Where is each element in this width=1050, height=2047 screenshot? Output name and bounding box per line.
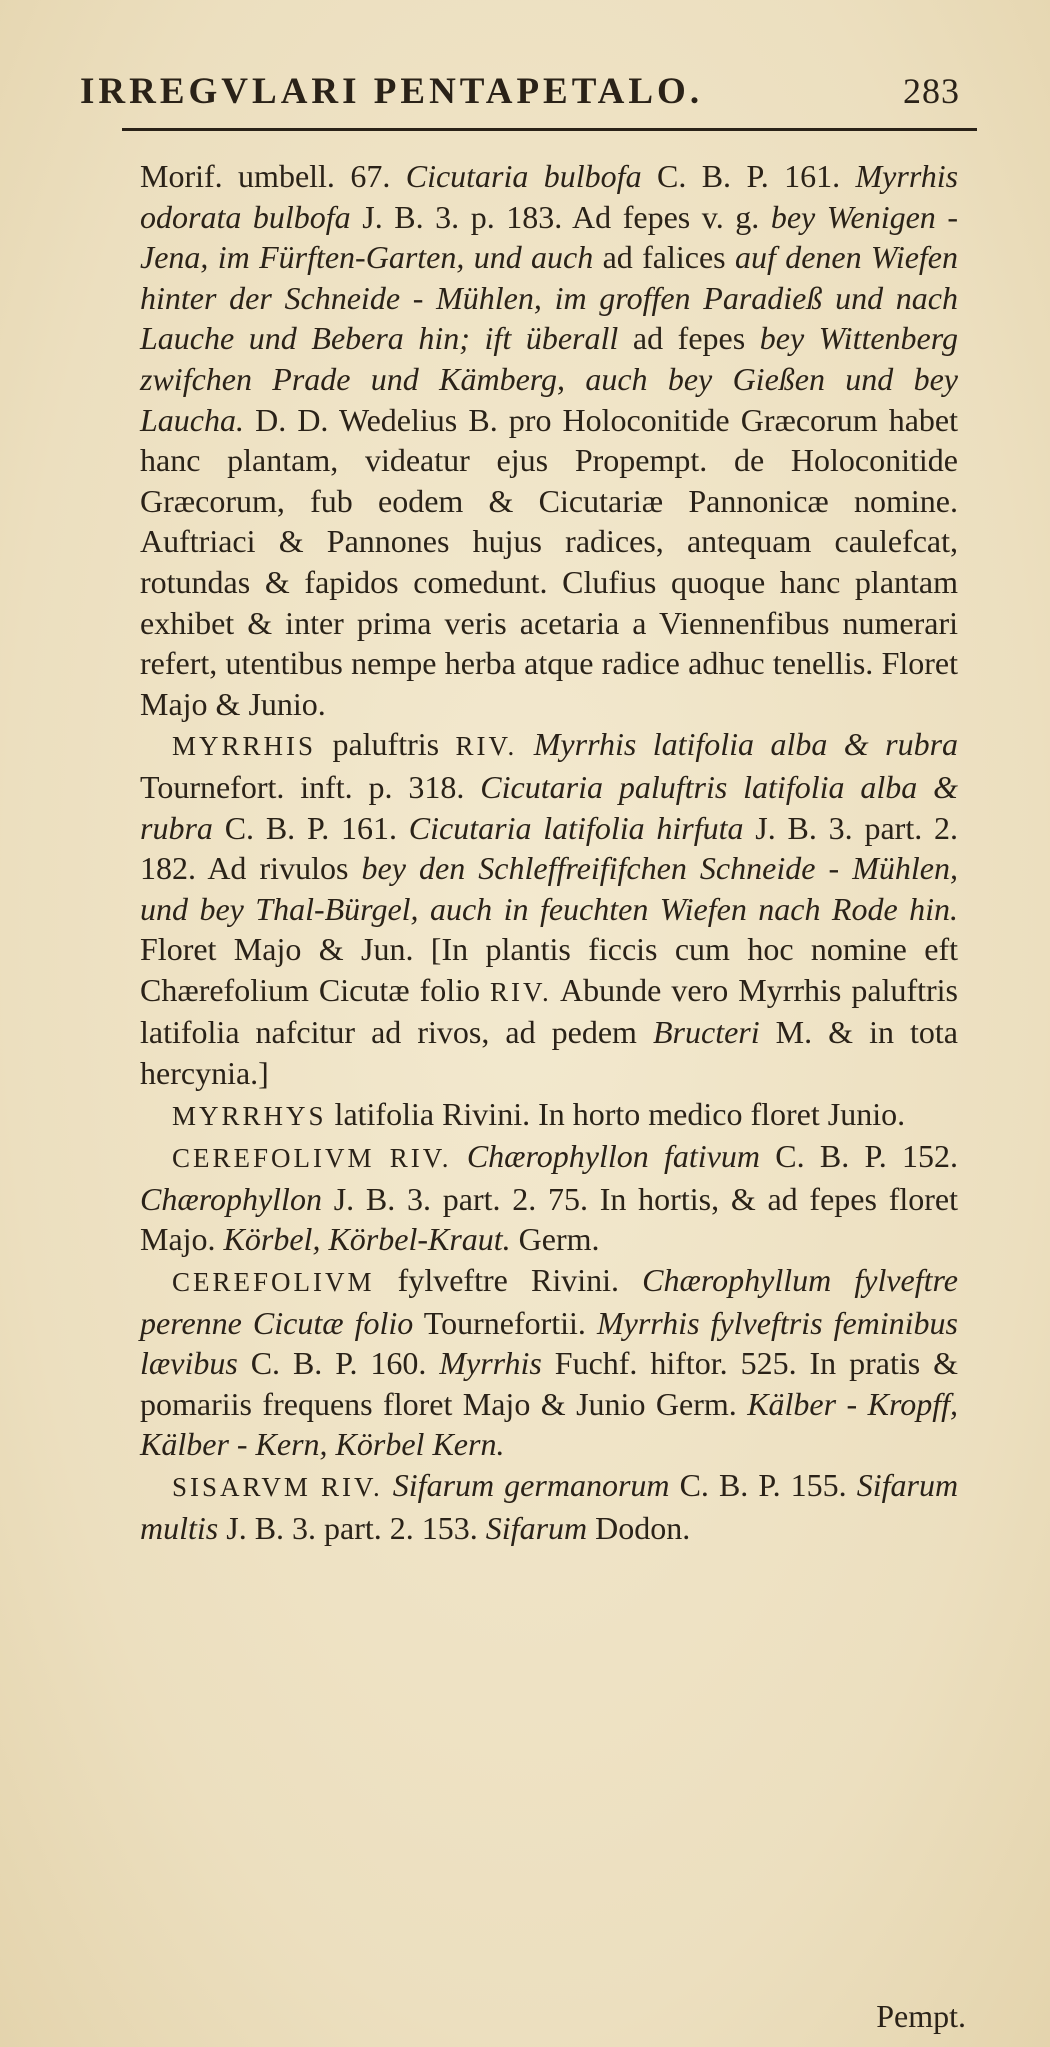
small-caps-term: CEREFOLIVM (172, 1267, 375, 1298)
text-segment (452, 1138, 467, 1174)
text-segment: Germ. (510, 1221, 600, 1258)
text-segment: J. B. 3. part. 2. 75. In hortis, & ad fepes floret Majo. (140, 1180, 958, 1258)
italic-text: Kälber - Kropff, Kälber - Kern, Körbel Kern. (140, 1385, 959, 1463)
italic-text: Myrrhis fylveftris feminibus lævibus (140, 1304, 959, 1382)
paragraph-p3 (140, 1094, 958, 1137)
text-segment: Fuchf. hiftor. 525. In pratis & pomariis frequens floret Majo & Junio Germ. (140, 1345, 959, 1422)
text-segment: Floret Majo & Jun. [In plantis ficcis cum hoc nomine eft Chærefolium Cicutæ folio (140, 931, 958, 1008)
text-segment: latifolia Rivini. In horto medico floret Junio. (326, 1095, 906, 1132)
text-segment: J. B. 3. part. 2. 153. (218, 1509, 486, 1546)
text-segment: J. B. 3. part. 2. 182. Ad rivulos (140, 809, 959, 887)
text-segment: M. & in tota hercynia.] (140, 1014, 959, 1092)
italic-text: Chærophyllum fylveftre perenne Cicutæ folio (140, 1262, 958, 1341)
italic-text: Bructeri (652, 1014, 760, 1051)
small-caps-term: MYRRHYS (172, 1100, 327, 1131)
header-rule (122, 128, 977, 131)
paragraph-p5 (140, 1260, 958, 1465)
italic-text: bey den Schleffreififchen Schneide - Mühlen, und bey Thal-Bürgel, auch in feuchten Wiefen nach Rode hin. (140, 850, 959, 927)
italic-text: Chærophyllon fativum (466, 1138, 761, 1175)
text-segment: paluftris (316, 726, 456, 763)
paragraph-p4 (140, 1136, 958, 1260)
page-number: 283 (903, 71, 960, 111)
italic-text: Myrrhis odorata bulbofa (140, 158, 959, 235)
text-segment: C. B. P. 152. (760, 1138, 959, 1175)
text-segment: ad fepes (618, 320, 760, 357)
text-segment: ad falices (593, 239, 735, 276)
italic-text: Chærophyllon (140, 1180, 322, 1217)
text-segment: J. B. 3. p. 183. Ad fepes v. g. (350, 198, 771, 235)
italic-text: Cicutaria latifolia hirfuta (408, 809, 744, 846)
text-segment: C. B. P. 160. (237, 1345, 440, 1382)
text-segment: Dodon. (587, 1509, 691, 1546)
italic-text: Sifarum multis (140, 1467, 959, 1546)
small-caps-term: MYRRHIS (172, 731, 317, 762)
running-head (80, 70, 960, 113)
running-head-title: IRREGVLARI PENTAPETALO. (80, 71, 704, 112)
paragraph-p2 (140, 724, 958, 1093)
italic-text: bey Wittenberg zwifchen Prade und Kämberg, auch bey Gießen und bey Laucha. (140, 320, 959, 438)
italic-text: Sifarum germanorum (392, 1467, 670, 1503)
text-segment: Abunde vero Myrrhis paluftris latifolia nafcitur ad rivos, ad pedem (140, 971, 959, 1051)
paragraph-p6 (140, 1465, 958, 1548)
italic-text: Myrrhis latifolia alba & rubra (533, 726, 959, 763)
small-caps-term: SISARVM (172, 1472, 311, 1502)
text-segment (383, 1467, 393, 1503)
text-segment (517, 726, 533, 762)
small-caps-term: CEREFOLIVM (172, 1143, 375, 1174)
italic-text: Sifarum (485, 1509, 588, 1546)
italic-text: Körbel, Körbel-Kraut. (223, 1221, 511, 1258)
italic-text: Cicutaria paluftris latifolia alba & rubra (140, 768, 959, 846)
italic-text: Myrrhis (439, 1345, 542, 1382)
text-segment: D. D. Wedelius B. pro Holoconitide Græcorum habet hanc plantam, videatur ejus Propempt. de Holoconitide Græcorum, fub eodem & Cicutariæ Pannonicæ nomine. Auftriaci & Pannones hujus radices, antequam caulefcat, rotundas & fapidos comedunt. Clufius quoque hanc plantam exhibet & inter prima veris acetaria a Viennenfibus numerari refert, utentibus nempe herba atque radice adhuc tenellis. Floret Majo & Junio. (140, 401, 958, 722)
small-caps-term: RIV. (490, 976, 552, 1007)
italic-text: Cicutaria bulbofa (405, 158, 642, 194)
text-segment: Tournefortii. (413, 1304, 597, 1341)
text-segment: Tournefort. inft. p. 318. (140, 768, 481, 805)
paragraph-p1 (140, 156, 958, 724)
text-segment: fylveftre Rivini. (374, 1262, 643, 1299)
italic-text: bey Wenigen - Jena, im Fürften-Garten, und auch (140, 198, 959, 276)
text-segment: C. B. P. 161. (641, 158, 856, 194)
small-caps-term: RIV. (455, 731, 518, 762)
small-caps-term: RIV. (389, 1143, 452, 1174)
text-segment: C. B. P. 155. (669, 1467, 857, 1503)
italic-text: auf denen Wiefen hinter der Schneide - Mühlen, im groffen Paradieß und nach Lauche und Bebera hin; ift überall (140, 239, 959, 357)
text-segment: Morif. umbell. 67. (140, 158, 406, 194)
catchword: Pempt. (876, 1998, 966, 2034)
text-segment: C. B. P. 161. (212, 809, 409, 846)
text-segment (311, 1467, 321, 1503)
body-text (140, 156, 958, 1548)
small-caps-term: RIV. (320, 1472, 383, 1502)
text-segment (375, 1138, 390, 1174)
